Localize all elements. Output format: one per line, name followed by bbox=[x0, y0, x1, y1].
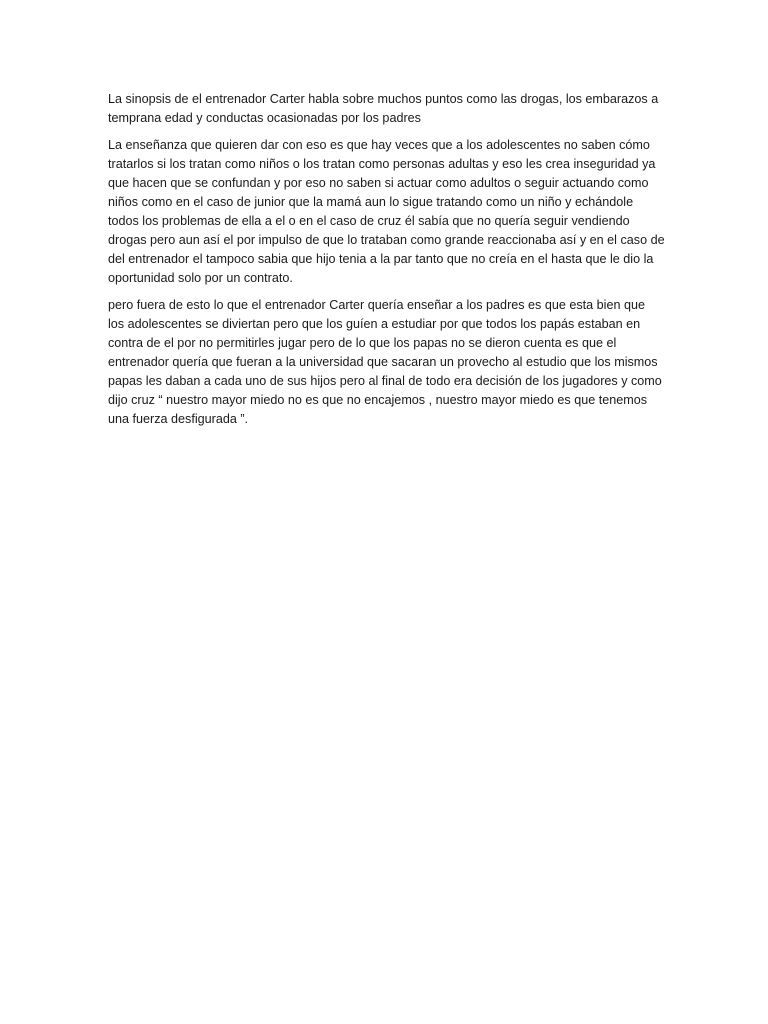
document-body bbox=[108, 90, 668, 437]
paragraph-conclusion: pero fuera de esto lo que el entrenador Carter quería enseñar a los padres es que esta bien que los adolescentes se diviertan pero que los guíen a estudiar por que todos los papás estaban en contra de el por no permitirles jugar pero de lo que los papas no se dieron cuenta es que el entrenador quería que fueran a la universidad que sacaran un provecho al estudio que los mismos papas les daban a cada uno de sus hijos pero al final de todo era decisión de los jugadores y como dijo cruz “ nuestro mayor miedo no es que no encajemos , nuestro mayor miedo es que tenemos una fuerza desfigurada ”. bbox=[108, 298, 662, 426]
paragraph-lesson: La enseñanza que quieren dar con eso es que hay veces que a los adolescentes no saben cómo tratarlos si los tratan como niños o los tratan como personas adultas y eso les crea inseguridad ya que hacen que se confundan y por eso no saben si actuar como adultos o seguir actuando como niños como en el caso de junior que la mamá aun lo sigue tratando como un niño y echándole todos los problemas de ella a el o en el caso de cruz él sabía que no quería seguir vendiendo drogas pero aun así el por impulso de que lo trataban como grande reaccionaba así y en el caso de del entrenador el tampoco sabia que hijo tenia a la par tanto que no creía en el hasta que le dio la oportunidad solo por un contrato. bbox=[108, 138, 665, 285]
paragraph-synopsis: La sinopsis de el entrenador Carter habla sobre muchos puntos como las drogas, los embarazos a temprana edad y conductas ocasionadas por los padres bbox=[108, 92, 659, 125]
